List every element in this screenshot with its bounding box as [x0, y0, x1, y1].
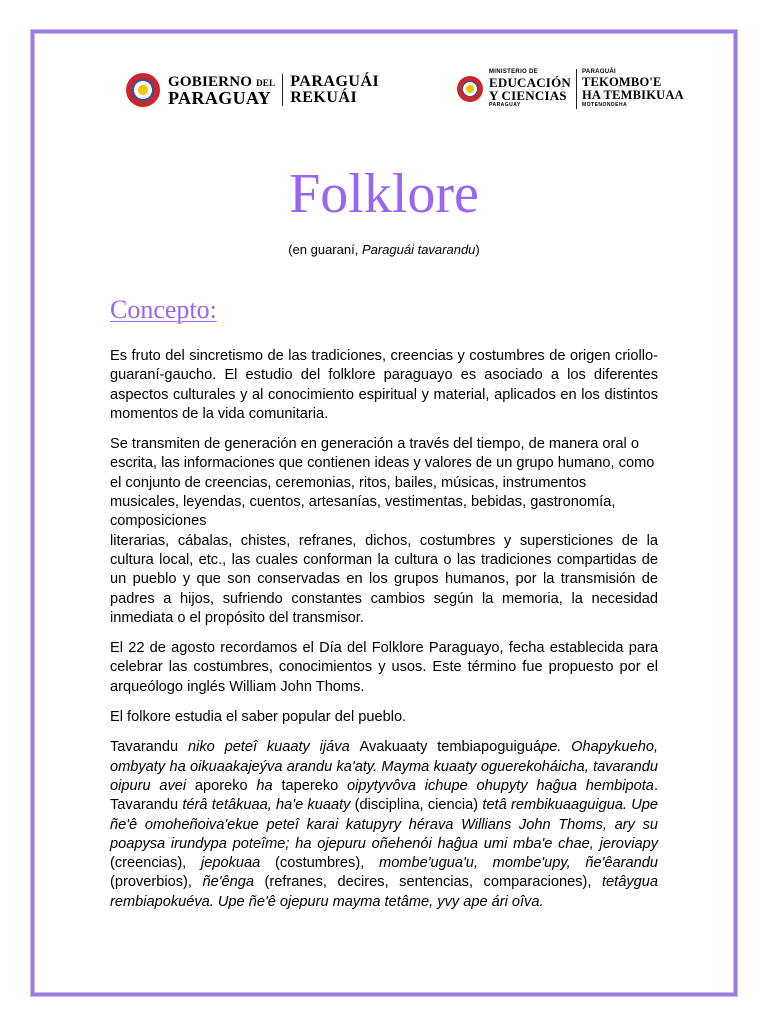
ciencias-word: Y CIENCIAS: [489, 88, 567, 103]
subtitle-pre: (en guaraní,: [288, 242, 362, 257]
national-seal-icon: [126, 73, 160, 107]
gobierno-text: [168, 75, 275, 106]
tekomboe-word: TEKOMBO'E: [581, 75, 662, 89]
paragraph-5-segment: . Tavarandu: [110, 777, 658, 814]
ministerio-logo: [457, 68, 684, 110]
paragraph-5-segment: (disciplina, ciencia): [354, 797, 483, 814]
paragraph-5-segment: (costumbres),: [275, 855, 380, 872]
gobierno-paraguay-logo: [126, 72, 379, 108]
paragraph-5-segment: jepokuaa: [201, 855, 276, 872]
paragraph-5-segment: tetâ rembikuaaguigua. Upe ñe'ê omoheñoiva'ekue peteî karai katupyry hérava Willians John Thoms, ary su poapysa irundypa poteîme; ha ojepuru oñehenói haĝua umi mba'e chae, jeroviapy: [110, 797, 658, 852]
document-subtitle: [0, 242, 768, 258]
ministerio-g-top: PARAGUÁI: [581, 69, 616, 75]
paragraph-5-segment: pe. Ohapykueho, ombyaty ha oikuaakajeýva arandu ka'aty. Mayma kuaaty oguerekohá: [110, 739, 658, 775]
paragraph-2-part-a: Se transmiten de generación en generación a través del tiempo, de manera oral o escrita, las informaciones que contienen ideas y valores de un grupo humano, como el conjunto de creencias, ceremonias, ritos, bailes, músicas, instrumentos musicales, leyendas, cuentos, artesanías, vestimentas, bebidas, gastronomía, composiciones: [110, 436, 655, 530]
paragraph-5-segment: ñe'ênga: [202, 874, 265, 891]
paragraph-5-segment: tapereko: [281, 777, 348, 794]
subtitle-italic: Paraguái tavarandu: [361, 242, 476, 257]
ministry-seal-icon: [457, 76, 483, 102]
paragraph-3: El 22 de agosto recordamos el Día del Folklore Paraguayo, fecha establecida para celebrar las costumbres, conocimientos y usos. Este término fue propuesto por el arqueólogo inglés William John Thoms.: [110, 640, 658, 695]
paragraph-2-part-b: literarias, cábalas, chistes, refranes, dichos, costumbres y supersticiones de la cultura local, etc., las cuales conforman la cultura o las tradiciones compartidas de un pueblo y que son conservadas en los grupos humanos, por la transmisión de padres a hijos, sufriendo constantes cambios según la memoria, la necesidad inmediata o el propósito del transmisor.: [110, 532, 658, 626]
logo-divider: [282, 74, 283, 106]
subtitle-post: ): [475, 242, 480, 257]
paragraph-5-segment: ha: [256, 777, 282, 794]
paraguay-word: PARAGUAY: [168, 87, 272, 108]
paragraph-5-segment: Avakuaaty tembiapoguiguá: [359, 739, 542, 756]
paragraph-5-segment: aporeko: [194, 777, 257, 794]
paragraph-2: [110, 435, 658, 628]
paragraph-5-segment: Tavarandu: [110, 739, 188, 756]
paragraph-4: El folkore estudia el saber popular del pueblo.: [110, 709, 407, 726]
document-title: Folklore: [289, 163, 479, 225]
ministerio-top: MINISTERIO DE: [489, 69, 538, 75]
tembikuaa-word: HA TEMBIKUAA: [581, 88, 684, 102]
rekuai-word: REKUÁI: [290, 89, 358, 106]
ministerio-g-bottom: MOTENONDEHA: [581, 102, 628, 108]
guarani-text: [290, 74, 379, 106]
paragraph-5-segment: térâ tetâkuaa, ha'e kuaaty: [182, 797, 355, 814]
ministerio-text: [489, 69, 571, 109]
paragraph-5-segment: oipytyvôva ichupe ohupyty haĝua hembipota: [347, 777, 654, 794]
document-body: [110, 347, 658, 923]
paragraph-1: Es fruto del sincretismo de las tradiciones, creencias y costumbres de origen criollo-guaraní-gaucho. El estudio del folklore paraguayo es asociado a los diferentes aspectos culturales y al conocimiento espiritual y material, aplicados en los distintos momentos de la vida comunitaria.: [110, 348, 658, 422]
educacion-word: EDUCACIÓN: [489, 75, 571, 90]
ministry-divider: [576, 69, 577, 109]
paragraph-5-segment: (refranes, decires, sentencias, comparaciones),: [264, 874, 602, 891]
paragraph-5-segment: (creencias),: [110, 855, 202, 872]
paragraph-5-segment: icha, tavarandu oipuru avei: [110, 758, 659, 794]
gobierno-word: GOBIERNO: [168, 73, 253, 90]
del-word: DEL: [256, 77, 276, 88]
paraguai-word: PARAGUÁI: [290, 73, 380, 90]
paragraph-5-segment: (proverbios),: [110, 874, 203, 891]
paragraph-5: [110, 738, 658, 912]
ministerio-bottom: PARAGUAY: [489, 102, 521, 108]
ministerio-guarani-text: [582, 69, 684, 109]
section-heading: Concepto:: [110, 295, 217, 324]
paragraph-5-segment: mombe'ugua'u, mombe'upy, ñe'êarandu: [379, 855, 658, 872]
paragraph-5-segment: niko peteî kuaaty ijáva: [187, 739, 360, 756]
paragraph-5-segment: tetâygua rembiapokuéva. Upe ñe'ê ojepuru mayma tetâme, yvy ape ári oîva.: [110, 874, 658, 910]
